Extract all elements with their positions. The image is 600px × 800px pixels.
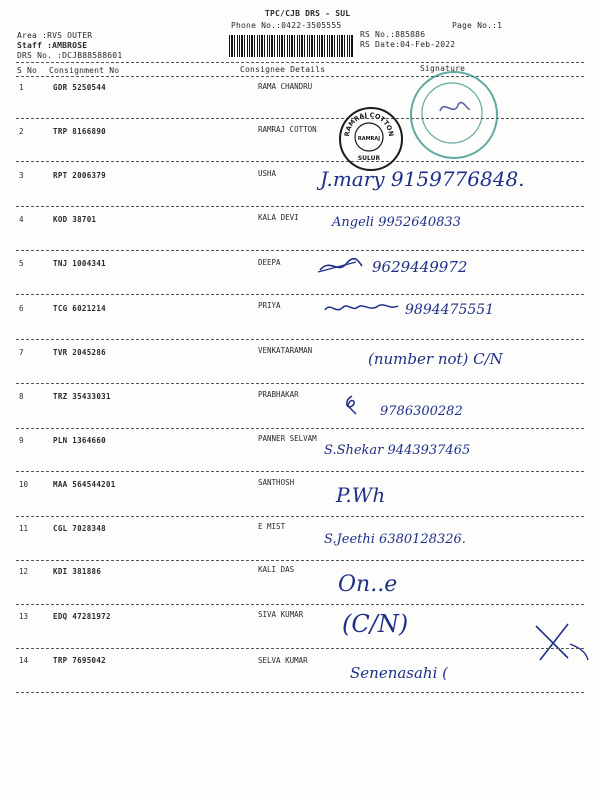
consignee-name: SANTHOSH xyxy=(258,478,295,487)
scribble-signature xyxy=(340,394,362,418)
consignee-name: DEEPA xyxy=(258,258,281,267)
consignment-number: TRZ 35433031 xyxy=(53,392,111,401)
consignee-name: PRABHAKAR xyxy=(258,390,299,399)
handwritten-note: On..e xyxy=(338,572,398,597)
handwritten-note: S.Jeethi 6380128326. xyxy=(324,532,466,547)
consignee-name: PRIYA xyxy=(258,301,281,310)
consignee-name: PANNER SELVAM xyxy=(258,434,317,443)
columns-divider xyxy=(16,76,584,77)
row-divider xyxy=(16,161,584,162)
consignee-name: RAMRAJ COTTON xyxy=(258,125,317,134)
consignment-number: TRP 7695042 xyxy=(53,656,106,665)
rs-date: RS Date:04-Feb-2022 xyxy=(360,40,456,49)
handwritten-note: 9894475551 xyxy=(405,302,495,318)
consignment-number: RPT 2006379 xyxy=(53,171,106,180)
consignment-number: MAA 564544201 xyxy=(53,480,116,489)
handwritten-note: Senenasahi ( xyxy=(350,664,449,682)
row-divider xyxy=(16,383,584,384)
consignment-number: TRP 8166890 xyxy=(53,127,106,136)
row-divider xyxy=(16,560,584,561)
finance-company-stamp xyxy=(410,71,498,159)
phone-number: Phone No.:0422-3505555 xyxy=(231,21,342,30)
page-number: Page No.:1 xyxy=(452,21,503,30)
handwritten-note: S.Shekar 9443937465 xyxy=(324,443,471,458)
row-divider xyxy=(16,339,584,340)
handwritten-note: P.Wh xyxy=(336,483,386,507)
consignment-number: PLN 1364660 xyxy=(53,436,106,445)
drs-number: DRS No. :DCJB88588601 xyxy=(17,51,123,60)
consignee-name: SIVA KUMAR xyxy=(258,610,304,619)
row-number: 6 xyxy=(19,304,24,313)
handwritten-note: (C/N) xyxy=(342,610,409,638)
row-number: 4 xyxy=(19,215,24,224)
cross-mark xyxy=(530,618,592,666)
stamp-bottom-text: SULUR xyxy=(357,155,381,162)
row-number: 7 xyxy=(19,348,24,357)
header-divider xyxy=(16,62,584,63)
row-number: 11 xyxy=(19,524,29,533)
row-divider xyxy=(16,604,584,605)
handwritten-note: J.mary 9159776848. xyxy=(320,167,525,191)
consignment-number: TNJ 1004341 xyxy=(53,259,106,268)
scribble-signature xyxy=(322,298,400,318)
row-divider xyxy=(16,648,584,649)
row-divider xyxy=(16,250,584,251)
barcode xyxy=(229,35,353,57)
consignment-number: KOD 38701 xyxy=(53,215,97,224)
row-divider xyxy=(16,692,584,693)
row-number: 5 xyxy=(19,259,24,268)
row-number: 13 xyxy=(19,612,29,621)
row-number: 9 xyxy=(19,436,24,445)
ramraj-cotton-stamp xyxy=(339,107,403,171)
col-consignee: Consignee Details xyxy=(240,65,326,74)
row-divider xyxy=(16,118,584,119)
row-number: 10 xyxy=(19,480,29,489)
row-divider xyxy=(16,516,584,517)
consignment-number: EDQ 47281972 xyxy=(53,612,111,621)
col-signature: Signature xyxy=(420,64,466,73)
svg-text:RAMRAJ COTTON xyxy=(343,111,395,137)
consignee-name: RAMA CHANDRU xyxy=(258,82,313,91)
consignee-name: KALA DEVI xyxy=(258,213,299,222)
rs-number: RS No.:885886 xyxy=(360,30,426,39)
col-sno: S No xyxy=(17,66,38,75)
col-consignment: Consignment No xyxy=(49,66,120,75)
consignee-name: E MIST xyxy=(258,522,286,531)
consignment-number: TCG 6021214 xyxy=(53,304,106,313)
row-divider xyxy=(16,428,584,429)
stamp-top-text: RAMRAJ COTTON xyxy=(342,110,396,137)
consignment-number: GDR 5250544 xyxy=(53,83,106,92)
consignment-number: TVR 2045286 xyxy=(53,348,106,357)
handwritten-note: (number not) C/N xyxy=(368,350,503,368)
row-divider xyxy=(16,471,584,472)
consignee-name: VENKATARAMAN xyxy=(258,346,313,355)
area-label: Area :RVS OUTER xyxy=(17,31,93,40)
handwritten-note: Angeli 9952640833 xyxy=(332,215,461,230)
document-title: TPC/CJB DRS - SUL xyxy=(265,9,351,18)
row-number: 12 xyxy=(19,567,29,576)
row-number: 2 xyxy=(19,127,24,136)
row-divider xyxy=(16,294,584,295)
consignment-number: CGL 7028348 xyxy=(53,524,106,533)
handwritten-note: 9629449972 xyxy=(372,258,468,276)
row-number: 3 xyxy=(19,171,24,180)
scribble-signature xyxy=(316,256,366,276)
staff-label: Staff :AMBROSE xyxy=(17,41,88,50)
row-divider xyxy=(16,206,584,207)
stamp-center-text: RAMRAJ xyxy=(357,136,381,142)
row-number: 1 xyxy=(19,83,24,92)
consignee-name: SELVA KUMAR xyxy=(258,656,308,665)
row-number: 14 xyxy=(19,656,29,665)
row-number: 8 xyxy=(19,392,24,401)
handwritten-note: 9786300282 xyxy=(380,404,463,419)
consignee-name: USHA xyxy=(258,169,277,178)
consignment-number: KDI 381886 xyxy=(53,567,102,576)
consignee-name: KALI DAS xyxy=(258,565,295,574)
